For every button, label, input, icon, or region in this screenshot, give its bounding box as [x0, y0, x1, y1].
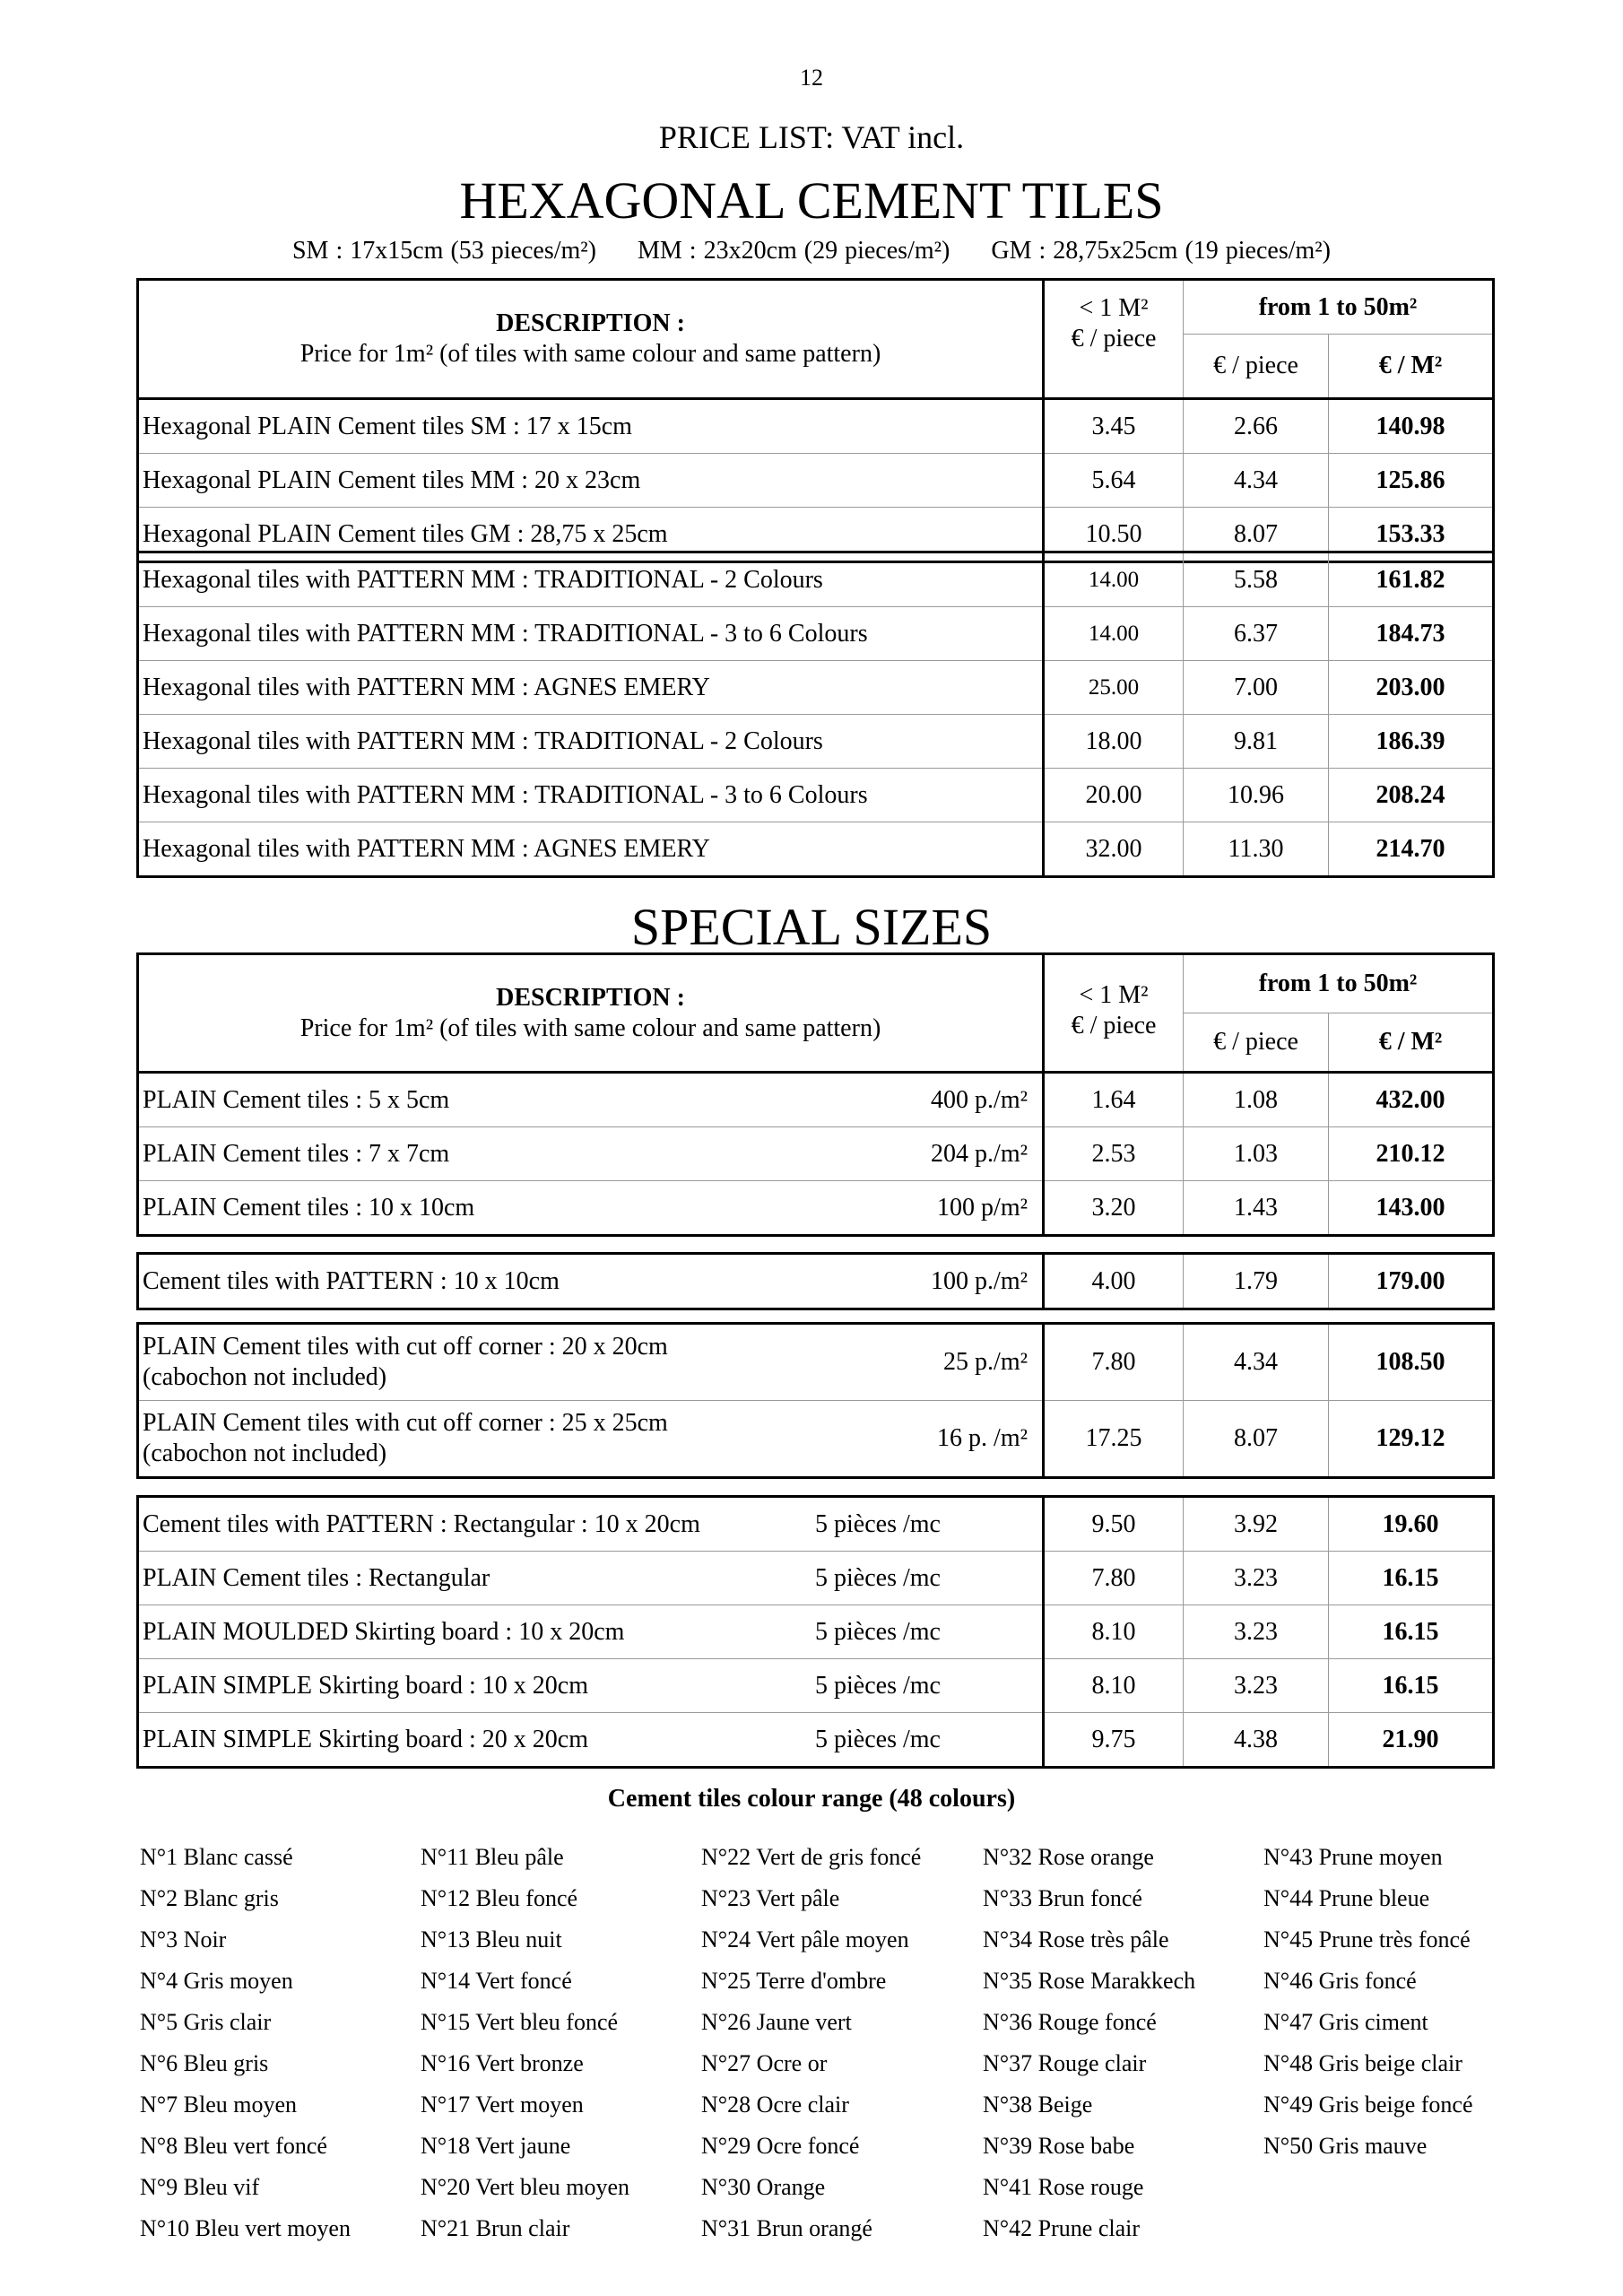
header-per-piece: € / piece — [1184, 1013, 1329, 1073]
colour-item: N°49 Gris beige foncé — [1263, 2092, 1473, 2118]
page-number: 12 — [800, 65, 823, 91]
table-row — [138, 552, 1494, 607]
cell-description — [138, 715, 1044, 769]
special-rect-table — [136, 1495, 1495, 1769]
cell-description — [138, 1659, 1044, 1713]
cell-description — [138, 822, 1044, 877]
table-row — [138, 1254, 1494, 1309]
colour-item: N°20 Vert bleu moyen — [421, 2174, 630, 2200]
cell-price-lt1: 18.00 — [1044, 715, 1184, 769]
cell-price-lt1: 8.10 — [1044, 1659, 1184, 1713]
colour-item: N°50 Gris mauve — [1263, 2133, 1428, 2159]
table-row — [138, 454, 1494, 508]
cell-description — [138, 1181, 1044, 1236]
special-plain-rows — [138, 1073, 1494, 1236]
cell-price-lt1: 4.00 — [1044, 1254, 1184, 1309]
colour-item: N°37 Rouge clair — [983, 2050, 1147, 2076]
table-row — [138, 661, 1494, 715]
colour-item: N°38 Beige — [983, 2092, 1093, 2118]
cell-price-piece: 5.58 — [1184, 552, 1329, 607]
table-row — [138, 715, 1494, 769]
cell-description — [138, 1401, 1044, 1478]
colour-item: N°17 Vert moyen — [421, 2092, 584, 2118]
header-lt1-line1: < 1 M² — [1079, 981, 1149, 1009]
cell-price-m2: 129.12 — [1329, 1401, 1494, 1478]
colour-item: N°42 Prune clair — [983, 2215, 1141, 2241]
table-row — [138, 1659, 1494, 1713]
cell-price-m2: 184.73 — [1329, 607, 1494, 661]
table-row — [138, 1401, 1494, 1478]
colour-item: N°11 Bleu pâle — [421, 1844, 564, 1870]
header-description — [138, 280, 1044, 399]
cell-description — [138, 1605, 1044, 1659]
cell-price-lt1: 17.25 — [1044, 1401, 1184, 1478]
sizes-line — [0, 237, 1623, 265]
row-description: PLAIN SIMPLE Skirting board : 20 x 20cm — [143, 1725, 588, 1753]
special-cut-table — [136, 1322, 1495, 1479]
colour-item: N°4 Gris moyen — [140, 1968, 293, 1994]
colour-item: N°45 Prune très foncé — [1263, 1926, 1471, 1952]
row-description: PLAIN Cement tiles : Rectangular — [143, 1563, 490, 1592]
cell-price-piece: 4.38 — [1184, 1713, 1329, 1768]
colour-item: N°3 Noir — [140, 1926, 227, 1952]
size-mm: MM : 23x20cm (29 pieces/m²) — [638, 237, 950, 265]
colour-item: N°13 Bleu nuit — [421, 1926, 562, 1952]
cell-price-piece: 8.07 — [1184, 1401, 1329, 1478]
colour-item: N°14 Vert foncé — [421, 1968, 572, 1994]
colour-column — [421, 1837, 690, 2249]
cell-price-lt1: 32.00 — [1044, 822, 1184, 877]
row-note: (cabochon not included) — [143, 1363, 387, 1391]
cell-price-lt1: 7.80 — [1044, 1324, 1184, 1401]
special-plain-table — [136, 952, 1495, 1237]
colour-column — [140, 1837, 409, 2249]
cell-price-piece: 7.00 — [1184, 661, 1329, 715]
table-header-row — [138, 280, 1494, 335]
row-description: Hexagonal PLAIN Cement tiles GM : 28,75 x 25cm — [143, 519, 668, 548]
header-lt1 — [1044, 954, 1184, 1073]
colour-item: N°5 Gris clair — [140, 2009, 272, 2035]
special-rect-rows — [138, 1497, 1494, 1768]
row-quantity: 16 p. /m² — [937, 1424, 1028, 1453]
cell-price-piece: 3.23 — [1184, 1659, 1329, 1713]
table-row — [138, 1181, 1494, 1236]
cell-price-m2: 19.60 — [1329, 1497, 1494, 1552]
cell-price-piece: 8.07 — [1184, 508, 1329, 562]
cell-price-m2: 140.98 — [1329, 399, 1494, 454]
colour-item: N°21 Brun clair — [421, 2215, 570, 2241]
size-sm: SM : 17x15cm (53 pieces/m²) — [291, 237, 596, 265]
colour-column — [701, 1837, 970, 2249]
colour-item: N°46 Gris foncé — [1263, 1968, 1417, 1994]
row-description: Hexagonal PLAIN Cement tiles MM : 20 x 23cm — [143, 465, 641, 494]
header-lt1-line2: € / piece — [1071, 1011, 1157, 1039]
cell-price-m2: 210.12 — [1329, 1127, 1494, 1181]
row-description: Hexagonal PLAIN Cement tiles SM : 17 x 15cm — [143, 412, 632, 440]
cell-price-piece: 6.37 — [1184, 607, 1329, 661]
cell-price-m2: 208.24 — [1329, 769, 1494, 822]
cell-price-m2: 153.33 — [1329, 508, 1494, 562]
colour-item: N°22 Vert de gris foncé — [701, 1844, 922, 1870]
colour-item: N°29 Ocre foncé — [701, 2133, 860, 2159]
colour-item: N°23 Vert pâle — [701, 1885, 840, 1911]
cell-price-piece: 3.92 — [1184, 1497, 1329, 1552]
hex-pattern-rows — [138, 552, 1494, 877]
colour-item: N°39 Rose babe — [983, 2133, 1135, 2159]
cell-price-m2: 125.86 — [1329, 454, 1494, 508]
header-per-m2: € / M² — [1329, 1013, 1494, 1073]
row-quantity: 25 p./m² — [943, 1348, 1028, 1377]
colour-item: N°9 Bleu vif — [140, 2174, 260, 2200]
cell-price-lt1: 20.00 — [1044, 769, 1184, 822]
header-per-m2: € / M² — [1329, 335, 1494, 399]
cell-price-m2: 203.00 — [1329, 661, 1494, 715]
main-title: HEXAGONAL CEMENT TILES — [459, 171, 1164, 230]
cell-price-lt1: 3.20 — [1044, 1181, 1184, 1236]
header-desc-title: DESCRIPTION : — [496, 983, 685, 1012]
colour-column — [1263, 1837, 1532, 2167]
colour-item: N°8 Bleu vert foncé — [140, 2133, 327, 2159]
table-row — [138, 399, 1494, 454]
size-gm: GM : 28,75x25cm (19 pieces/m²) — [991, 237, 1332, 265]
row-description: PLAIN Cement tiles : 7 x 7cm — [143, 1139, 450, 1168]
cell-price-lt1: 5.64 — [1044, 454, 1184, 508]
colour-item: N°47 Gris ciment — [1263, 2009, 1428, 2035]
header-desc-sub: Price for 1m² (of tiles with same colour and same pattern) — [299, 340, 881, 368]
colour-item: N°12 Bleu foncé — [421, 1885, 578, 1911]
cell-price-lt1: 14.00 — [1044, 552, 1184, 607]
header-desc-title: DESCRIPTION : — [496, 309, 685, 338]
table-row — [138, 822, 1494, 877]
row-description: PLAIN Cement tiles with cut off corner : 20 x 20cm — [143, 1333, 668, 1361]
cell-description — [138, 1552, 1044, 1605]
colour-item: N°33 Brun foncé — [983, 1885, 1142, 1911]
colour-item: N°32 Rose orange — [983, 1844, 1154, 1870]
row-description: Hexagonal tiles with PATTERN MM : TRADITIONAL - 3 to 6 Colours — [143, 619, 868, 648]
cell-price-m2: 432.00 — [1329, 1073, 1494, 1127]
table-row — [138, 1605, 1494, 1659]
cell-price-lt1: 14.00 — [1044, 607, 1184, 661]
cell-price-m2: 16.15 — [1329, 1605, 1494, 1659]
cell-price-m2: 108.50 — [1329, 1324, 1494, 1401]
row-description: Hexagonal tiles with PATTERN MM : AGNES EMERY — [143, 834, 710, 863]
special-cut-rows — [138, 1324, 1494, 1478]
table-row — [138, 1497, 1494, 1552]
cell-price-lt1: 9.50 — [1044, 1497, 1184, 1552]
colour-item: N°1 Blanc cassé — [140, 1844, 293, 1870]
colour-item: N°34 Rose très pâle — [983, 1926, 1169, 1952]
table-row — [138, 769, 1494, 822]
colour-item: N°43 Prune moyen — [1263, 1844, 1443, 1870]
cell-description — [138, 1324, 1044, 1401]
cell-price-piece: 1.08 — [1184, 1073, 1329, 1127]
row-description: PLAIN MOULDED Skirting board : 10 x 20cm — [143, 1617, 625, 1646]
cell-price-m2: 179.00 — [1329, 1254, 1494, 1309]
table-row — [138, 1713, 1494, 1768]
header-lt1-line2: € / piece — [1071, 324, 1157, 352]
cell-price-piece: 1.03 — [1184, 1127, 1329, 1181]
cell-price-lt1: 9.75 — [1044, 1713, 1184, 1768]
cell-price-piece: 9.81 — [1184, 715, 1329, 769]
table-row — [138, 1073, 1494, 1127]
cell-price-lt1: 3.45 — [1044, 399, 1184, 454]
table-row — [138, 1552, 1494, 1605]
cell-description — [138, 1713, 1044, 1768]
table-row — [138, 1324, 1494, 1401]
colour-item: N°15 Vert bleu foncé — [421, 2009, 619, 2035]
row-description: Cement tiles with PATTERN : 10 x 10cm — [143, 1266, 560, 1295]
header-lt1-line1: < 1 M² — [1079, 294, 1149, 322]
header-range: from 1 to 50m² — [1184, 280, 1494, 335]
table-row — [138, 1127, 1494, 1181]
price-list-title: PRICE LIST: VAT incl. — [658, 119, 965, 155]
row-description: Cement tiles with PATTERN : Rectangular : 10 x 20cm — [143, 1509, 700, 1538]
cell-description — [138, 1073, 1044, 1127]
row-description: PLAIN Cement tiles : 10 x 10cm — [143, 1193, 475, 1222]
cell-price-piece: 2.66 — [1184, 399, 1329, 454]
cell-price-piece: 10.96 — [1184, 769, 1329, 822]
colour-item: N°41 Rose rouge — [983, 2174, 1144, 2200]
colour-item: N°6 Bleu gris — [140, 2050, 269, 2076]
row-description: Hexagonal tiles with PATTERN MM : TRADITIONAL - 2 Colours — [143, 565, 823, 594]
cell-price-piece: 3.23 — [1184, 1605, 1329, 1659]
row-quantity: 204 p./m² — [931, 1139, 1028, 1168]
row-quantity: 5 pièces /mc — [815, 1725, 941, 1753]
cell-description — [138, 1254, 1044, 1309]
header-per-piece: € / piece — [1184, 335, 1329, 399]
header-description — [138, 954, 1044, 1073]
cell-price-lt1: 7.80 — [1044, 1552, 1184, 1605]
hex-plain-rows — [138, 399, 1494, 562]
hex-plain-table — [136, 278, 1495, 563]
cell-price-lt1: 25.00 — [1044, 661, 1184, 715]
colour-item: N°16 Vert bronze — [421, 2050, 584, 2076]
cell-price-m2: 21.90 — [1329, 1713, 1494, 1768]
row-quantity: 5 pièces /mc — [815, 1563, 941, 1592]
cell-description — [138, 1127, 1044, 1181]
row-quantity: 400 p./m² — [931, 1085, 1028, 1114]
cell-price-m2: 16.15 — [1329, 1552, 1494, 1605]
special-sizes-title: SPECIAL SIZES — [630, 898, 993, 956]
colour-item: N°2 Blanc gris — [140, 1885, 279, 1911]
colour-item: N°36 Rouge foncé — [983, 2009, 1157, 2035]
row-description: Hexagonal tiles with PATTERN MM : TRADITIONAL - 2 Colours — [143, 726, 823, 755]
colour-item: N°31 Brun orangé — [701, 2215, 872, 2241]
hex-pattern-table — [136, 551, 1495, 878]
cell-price-lt1: 2.53 — [1044, 1127, 1184, 1181]
table-header-row — [138, 954, 1494, 1013]
colour-range-title: Cement tiles colour range (48 colours) — [607, 1785, 1016, 1813]
row-quantity: 5 pièces /mc — [815, 1509, 941, 1538]
row-quantity: 100 p/m² — [937, 1193, 1028, 1222]
row-quantity: 5 pièces /mc — [815, 1671, 941, 1700]
cell-price-m2: 214.70 — [1329, 822, 1494, 877]
header-lt1 — [1044, 280, 1184, 399]
colour-item: N°24 Vert pâle moyen — [701, 1926, 909, 1952]
cell-description — [138, 399, 1044, 454]
header-range: from 1 to 50m² — [1184, 954, 1494, 1013]
cell-price-piece: 1.79 — [1184, 1254, 1329, 1309]
row-description: PLAIN Cement tiles with cut off corner : 25 x 25cm — [143, 1409, 668, 1438]
row-description: PLAIN Cement tiles : 5 x 5cm — [143, 1085, 450, 1114]
cell-price-piece: 4.34 — [1184, 454, 1329, 508]
cell-price-m2: 186.39 — [1329, 715, 1494, 769]
colour-item: N°25 Terre d'ombre — [701, 1968, 887, 1994]
colour-item: N°48 Gris beige clair — [1263, 2050, 1462, 2076]
colour-item: N°30 Orange — [701, 2174, 826, 2200]
cell-description — [138, 1497, 1044, 1552]
colour-column — [983, 1837, 1252, 2249]
cell-price-lt1: 1.64 — [1044, 1073, 1184, 1127]
cell-description — [138, 552, 1044, 607]
cell-price-m2: 143.00 — [1329, 1181, 1494, 1236]
header-desc-sub: Price for 1m² (of tiles with same colour and same pattern) — [299, 1013, 881, 1042]
colour-item: N°10 Bleu vert moyen — [140, 2215, 351, 2241]
colour-item: N°27 Ocre or — [701, 2050, 828, 2076]
row-description: Hexagonal tiles with PATTERN MM : AGNES EMERY — [143, 673, 710, 701]
special-pattern-table — [136, 1252, 1495, 1310]
colour-item: N°28 Ocre clair — [701, 2092, 849, 2118]
cell-price-piece: 1.43 — [1184, 1181, 1329, 1236]
cell-price-m2: 161.82 — [1329, 552, 1494, 607]
row-description: PLAIN SIMPLE Skirting board : 10 x 20cm — [143, 1671, 588, 1700]
cell-description — [138, 769, 1044, 822]
colour-item: N°35 Rose Marakkech — [983, 1968, 1196, 1994]
cell-description — [138, 661, 1044, 715]
colour-item: N°18 Vert jaune — [421, 2133, 571, 2159]
cell-price-piece: 4.34 — [1184, 1324, 1329, 1401]
row-description: Hexagonal tiles with PATTERN MM : TRADITIONAL - 3 to 6 Colours — [143, 780, 868, 809]
cell-price-lt1: 8.10 — [1044, 1605, 1184, 1659]
row-quantity: 100 p./m² — [931, 1266, 1028, 1295]
row-note: (cabochon not included) — [143, 1439, 387, 1467]
cell-price-piece: 11.30 — [1184, 822, 1329, 877]
cell-description — [138, 607, 1044, 661]
special-pattern-rows — [138, 1254, 1494, 1309]
table-row — [138, 607, 1494, 661]
colour-item: N°44 Prune bleue — [1263, 1885, 1430, 1911]
row-quantity: 5 pièces /mc — [815, 1617, 941, 1646]
cell-price-m2: 16.15 — [1329, 1659, 1494, 1713]
cell-description — [138, 454, 1044, 508]
colour-item: N°7 Bleu moyen — [140, 2092, 298, 2118]
cell-price-lt1: 10.50 — [1044, 508, 1184, 562]
cell-price-piece: 3.23 — [1184, 1552, 1329, 1605]
colour-item: N°26 Jaune vert — [701, 2009, 852, 2035]
